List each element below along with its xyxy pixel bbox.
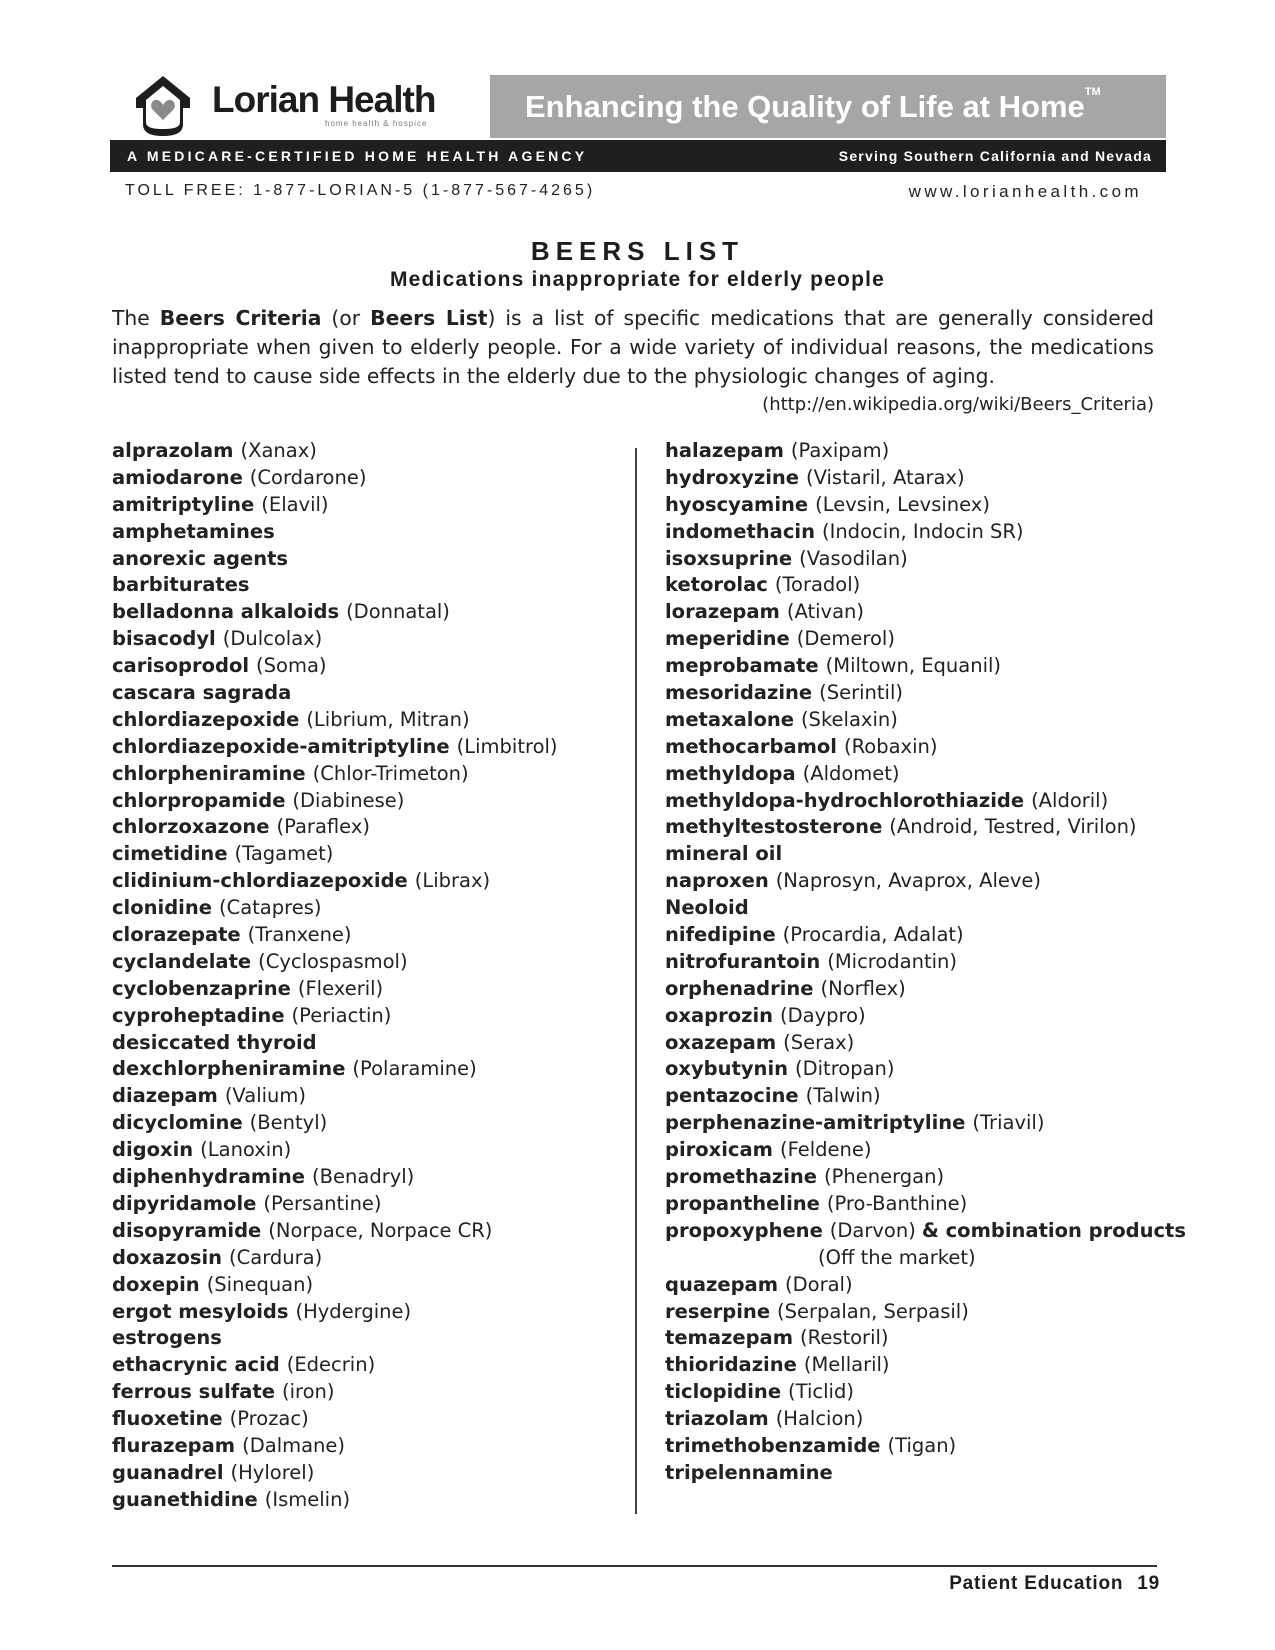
drug-name: amphetamines	[112, 519, 275, 543]
brand-names: (Microdantin)	[827, 949, 958, 973]
drug-name: ferrous sulfate	[112, 1380, 275, 1404]
drug-name: triazolam	[665, 1407, 769, 1431]
service-area: Serving Southern California and Nevada	[838, 148, 1152, 164]
drug-name: dipyridamole	[112, 1191, 257, 1215]
brand-names: (Lanoxin)	[200, 1138, 292, 1162]
brand-names: (Catapres)	[218, 896, 322, 920]
medication-item	[665, 599, 1175, 626]
brand-names: (Tigan)	[887, 1433, 957, 1457]
intro-bold-1: Beers Criteria	[159, 306, 322, 330]
drug-name: lorazepam	[665, 600, 780, 624]
drug-name: temazepam	[665, 1326, 794, 1350]
brand-names: (Soma)	[256, 654, 327, 678]
drug-name: thioridazine	[665, 1353, 797, 1377]
medication-item	[665, 1003, 1175, 1030]
medication-item	[112, 546, 622, 573]
drug-name: propantheline	[665, 1191, 820, 1215]
drug-name: chlordiazepoxide	[112, 707, 300, 731]
medication-item	[112, 922, 622, 949]
drug-name: clidinium-chlordiazepoxide	[112, 869, 408, 893]
drug-name: methyldopa-hydrochlorothiazide	[665, 788, 1025, 812]
medication-item	[112, 1487, 622, 1514]
drug-name: ticlopidine	[665, 1380, 782, 1404]
drug-extra: & combination products	[921, 1218, 1186, 1242]
brand-names: (Persantine)	[263, 1191, 382, 1215]
drug-name: chlorpheniramine	[112, 761, 306, 785]
medication-item	[665, 707, 1175, 734]
brand-names: (Android, Testred, Virilon)	[889, 815, 1137, 839]
medication-item	[112, 1433, 622, 1460]
medication-item	[665, 734, 1175, 761]
medication-item	[665, 1218, 1186, 1245]
drug-name: methyltestosterone	[665, 815, 883, 839]
medication-item	[112, 814, 622, 841]
brand-names: (Darvon)	[829, 1218, 916, 1242]
medication-item	[112, 653, 622, 680]
medication-item	[665, 653, 1175, 680]
drug-name: promethazine	[665, 1165, 818, 1189]
medication-item	[112, 599, 622, 626]
medication-item	[665, 1460, 1175, 1487]
brand-names: (Flexeril)	[297, 976, 384, 1000]
footer	[949, 1573, 1160, 1595]
drug-name: dicyclomine	[112, 1111, 243, 1135]
drug-name: guanadrel	[112, 1460, 224, 1484]
brand-names: (Periactin)	[291, 1003, 392, 1027]
medication-item	[112, 1056, 622, 1083]
medication-item	[112, 626, 622, 653]
brand-names: (Mellaril)	[803, 1353, 890, 1377]
drug-name: doxazosin	[112, 1245, 223, 1269]
toll-free-number: TOLL FREE: 1-877-LORIAN-5 (1-877-567-4265)	[125, 182, 596, 199]
medication-item	[112, 680, 622, 707]
drug-name: indomethacin	[665, 519, 815, 543]
drug-name: bisacodyl	[112, 627, 216, 651]
note-text: (Off the market)	[818, 1245, 976, 1269]
brand-names: (Cyclospasmol)	[258, 949, 408, 973]
medication-item	[112, 788, 622, 815]
medication-item	[112, 734, 622, 761]
medication-item	[665, 922, 1175, 949]
medication-item	[112, 761, 622, 788]
brand-names: (Cordarone)	[249, 465, 367, 489]
agency-label: A MEDICARE-CERTIFIED HOME HEALTH AGENCY	[127, 148, 588, 164]
medication-item	[665, 572, 1175, 599]
medication-item	[112, 1003, 622, 1030]
drug-name: flurazepam	[112, 1433, 236, 1457]
house-heart-icon	[130, 72, 196, 138]
drug-name: quazepam	[665, 1272, 779, 1296]
brand-names: (Restoril)	[800, 1326, 889, 1350]
drug-name: barbiturates	[112, 573, 250, 597]
medication-item	[665, 438, 1175, 465]
brand-names: (Robaxin)	[844, 734, 938, 758]
intro-text-1: The	[112, 306, 160, 330]
medication-item	[112, 1406, 622, 1433]
medication-item	[112, 519, 622, 546]
column-divider	[635, 448, 637, 1514]
tagline-banner	[490, 75, 1166, 138]
brand-names: (Bentyl)	[249, 1111, 328, 1135]
drug-name: amiodarone	[112, 465, 243, 489]
brand-names: (Indocin, Indocin SR)	[821, 519, 1024, 543]
medication-item	[665, 1406, 1175, 1433]
drug-name: guanethidine	[112, 1487, 258, 1511]
brand-names: (Tagamet)	[234, 842, 334, 866]
medication-item	[112, 1299, 622, 1326]
brand-names: (Doral)	[785, 1272, 853, 1296]
drug-name: oxazepam	[665, 1030, 777, 1054]
medication-item	[112, 1352, 622, 1379]
footer-section: Patient Education	[949, 1573, 1124, 1594]
brand-name: Lorian Health	[212, 79, 436, 120]
medication-item	[112, 1379, 622, 1406]
drug-name: diazepam	[112, 1084, 218, 1108]
brand-names: (Cardura)	[229, 1245, 323, 1269]
intro-text-3: ) is a list of specific medications that are generally considered inappropriate when given to elderly people. For a wide variety of individual reasons, the medications listed tend to cause side effects in the elderly due to the physiologic changes of aging.	[112, 306, 1154, 388]
brand-names: (Feldene)	[779, 1138, 872, 1162]
medication-item	[665, 1164, 1175, 1191]
page-title: BEERS LIST	[530, 236, 745, 266]
medication-list-left	[112, 438, 622, 1514]
brand-names: (Levsin, Levsinex)	[815, 492, 990, 516]
brand-names: (Norflex)	[820, 976, 906, 1000]
medication-item	[665, 1030, 1175, 1057]
medication-item	[665, 546, 1175, 573]
drug-name: disopyramide	[112, 1218, 262, 1242]
intro-bold-2: Beers List	[370, 306, 488, 330]
drug-name: ergot mesyloids	[112, 1299, 289, 1323]
brand-names: (Sinequan)	[206, 1272, 314, 1296]
drug-name: tripelennamine	[665, 1460, 833, 1484]
medication-item	[112, 1218, 622, 1245]
brand-names: (Aldomet)	[802, 761, 900, 785]
drug-name: cyclobenzaprine	[112, 976, 291, 1000]
drug-name: nitrofurantoin	[665, 949, 821, 973]
medication-item	[665, 1299, 1175, 1326]
brand-names: (Naprosyn, Avaprox, Aleve)	[775, 869, 1042, 893]
medication-list-right	[665, 438, 1186, 1487]
drug-name: metaxalone	[665, 707, 794, 731]
medication-item	[112, 976, 622, 1003]
brand-logo	[130, 72, 460, 138]
brand-names: (Ismelin)	[264, 1487, 351, 1511]
drug-name: doxepin	[112, 1272, 200, 1296]
drug-name: pentazocine	[665, 1084, 799, 1108]
drug-name: hyoscyamine	[665, 492, 809, 516]
drug-name: diphenhydramine	[112, 1165, 306, 1189]
brand-names: (Norpace, Norpace CR)	[268, 1218, 493, 1242]
intro-paragraph	[112, 304, 1154, 391]
medication-item	[112, 841, 622, 868]
brand-names: (Paraflex)	[276, 815, 370, 839]
medication-item	[665, 976, 1175, 1003]
medication-item	[665, 626, 1175, 653]
brand-names: (Procardia, Adalat)	[782, 923, 964, 947]
medication-item	[112, 1164, 622, 1191]
drug-name: orphenadrine	[665, 976, 814, 1000]
brand-names: (Prozac)	[229, 1407, 309, 1431]
drug-name: hydroxyzine	[665, 465, 799, 489]
medication-item	[665, 519, 1175, 546]
drug-name: desiccated thyroid	[112, 1030, 317, 1054]
medication-item	[665, 868, 1175, 895]
medication-item	[112, 465, 622, 492]
page-subtitle: Medications inappropriate for elderly people	[389, 268, 886, 291]
medication-item	[112, 1137, 622, 1164]
drug-name: methyldopa	[665, 761, 796, 785]
brand-names: (Edecrin)	[286, 1353, 376, 1377]
drug-name: halazepam	[665, 439, 784, 462]
brand-names: (Valium)	[224, 1084, 306, 1108]
brand-names: (Dulcolax)	[222, 627, 323, 651]
drug-name: cyproheptadine	[112, 1003, 285, 1027]
drug-name: cascara sagrada	[112, 681, 292, 705]
medication-item	[112, 1083, 622, 1110]
agency-bar	[110, 140, 1166, 172]
drug-name: meprobamate	[665, 654, 819, 678]
drug-name: mineral oil	[665, 842, 783, 866]
medication-item	[665, 1110, 1175, 1137]
medication-item	[112, 707, 622, 734]
intro-text-2: (or	[321, 306, 371, 330]
brand-names: (Donnatal)	[346, 600, 450, 624]
brand-names: (Talwin)	[805, 1084, 881, 1108]
drug-name: estrogens	[112, 1326, 222, 1350]
brand-names: (Triavil)	[972, 1111, 1045, 1135]
medication-item	[665, 492, 1175, 519]
medication-item	[112, 1110, 622, 1137]
brand-names: (Serintil)	[819, 681, 903, 705]
brand-names: (Pro-Banthine)	[826, 1191, 968, 1215]
drug-name: cimetidine	[112, 842, 228, 866]
medication-item	[112, 572, 622, 599]
drug-name: meperidine	[665, 627, 790, 651]
medication-item	[665, 1379, 1175, 1406]
brand-names: (Hydergine)	[295, 1299, 412, 1323]
brand-names: (Daypro)	[780, 1003, 866, 1027]
drug-name: ethacrynic acid	[112, 1353, 280, 1377]
medication-item	[112, 438, 622, 465]
medication-item	[665, 814, 1175, 841]
brand-names: (Halcion)	[775, 1407, 864, 1431]
medication-item	[112, 949, 622, 976]
brand-names: (Skelaxin)	[800, 707, 898, 731]
trademark-mark: TM	[1084, 86, 1101, 98]
medication-item	[665, 949, 1175, 976]
brand-names: (Miltown, Equanil)	[825, 654, 1002, 678]
medication-item	[665, 788, 1175, 815]
medication-item	[665, 1352, 1175, 1379]
medication-item	[665, 680, 1175, 707]
medication-item	[665, 841, 1175, 868]
drug-name: propoxyphene	[665, 1218, 823, 1242]
brand-names: (iron)	[281, 1380, 335, 1404]
drug-name: carisoprodol	[112, 654, 250, 678]
source-citation: (http://en.wikipedia.org/wiki/Beers_Criteria)	[762, 394, 1154, 415]
brand-names: (Librium, Mitran)	[306, 707, 470, 731]
drug-name: trimethobenzamide	[665, 1433, 881, 1457]
medication-item	[665, 1056, 1175, 1083]
brand-names: (Ativan)	[786, 600, 864, 624]
brand-names: (Benadryl)	[312, 1165, 415, 1189]
brand-names: (Toradol)	[774, 573, 861, 597]
brand-names: (Paxipam)	[790, 439, 890, 462]
medication-item	[112, 492, 622, 519]
brand-names: (Hylorel)	[230, 1460, 315, 1484]
drug-name: mesoridazine	[665, 681, 813, 705]
drug-name: digoxin	[112, 1138, 194, 1162]
drug-name: alprazolam	[112, 439, 234, 462]
medication-item	[112, 868, 622, 895]
drug-name: belladonna alkaloids	[112, 600, 340, 624]
brand-names: (Elavil)	[261, 492, 329, 516]
drug-name: clonidine	[112, 896, 212, 920]
medication-item	[112, 1245, 622, 1272]
brand-names: (Serpalan, Serpasil)	[777, 1299, 969, 1323]
drug-name: nifedipine	[665, 923, 776, 947]
drug-name: fluoxetine	[112, 1407, 223, 1431]
medication-item	[112, 1460, 622, 1487]
brand-names: (Ticlid)	[788, 1380, 854, 1404]
brand-names: (Ditropan)	[795, 1057, 895, 1081]
brand-subtitle: home health & hospice	[325, 119, 428, 128]
drug-name: chlordiazepoxide-amitriptyline	[112, 734, 450, 758]
drug-name: oxaprozin	[665, 1003, 774, 1027]
medication-item	[665, 1191, 1175, 1218]
medication-item	[112, 1030, 622, 1057]
drug-name: chlorpropamide	[112, 788, 286, 812]
medication-item	[665, 1272, 1175, 1299]
drug-name: ketorolac	[665, 573, 768, 597]
website-url: www.lorianhealth.com	[908, 182, 1142, 201]
brand-names: (Chlor-Trimeton)	[312, 761, 469, 785]
brand-names: (Demerol)	[796, 627, 895, 651]
drug-name: isoxsuprine	[665, 546, 793, 570]
brand-names: (Tranxene)	[247, 923, 352, 947]
drug-name: piroxicam	[665, 1138, 773, 1162]
brand-names: (Vasodilan)	[799, 546, 908, 570]
drug-name: clorazepate	[112, 923, 241, 947]
brand-names: (Xanax)	[240, 439, 317, 462]
drug-name: methocarbamol	[665, 734, 837, 758]
drug-name: cyclandelate	[112, 949, 252, 973]
drug-name: perphenazine-amitriptyline	[665, 1111, 966, 1135]
medication-item	[665, 1137, 1175, 1164]
medication-item	[665, 895, 1175, 922]
page-number: 19	[1137, 1573, 1160, 1594]
medication-item	[112, 1191, 622, 1218]
brand-names: (Phenergan)	[824, 1165, 945, 1189]
drug-name: Neoloid	[665, 896, 749, 920]
brand-names: (Serax)	[783, 1030, 855, 1054]
medication-item	[112, 1272, 622, 1299]
brand-names: (Dalmane)	[242, 1433, 346, 1457]
brand-names: (Diabinese)	[292, 788, 405, 812]
drug-name: naproxen	[665, 869, 769, 893]
medication-item	[112, 1325, 622, 1352]
brand-names: (Vistaril, Atarax)	[806, 465, 965, 489]
medication-item	[665, 761, 1175, 788]
drug-name: dexchlorpheniramine	[112, 1057, 346, 1081]
drug-name: reserpine	[665, 1299, 771, 1323]
medication-item	[665, 1433, 1175, 1460]
tagline-text: Enhancing the Quality of Life at Home	[525, 89, 1085, 124]
brand-names: (Polaramine)	[352, 1057, 477, 1081]
brand-names: (Librax)	[414, 869, 491, 893]
drug-name: oxybutynin	[665, 1057, 789, 1081]
medication-item	[665, 1325, 1175, 1352]
drug-name: chlorzoxazone	[112, 815, 270, 839]
footer-rule	[112, 1565, 1157, 1567]
drug-name: amitriptyline	[112, 492, 255, 516]
medication-item	[665, 465, 1175, 492]
brand-names: (Limbitrol)	[456, 734, 558, 758]
medication-note	[665, 1245, 1175, 1272]
brand-names: (Aldoril)	[1031, 788, 1109, 812]
drug-name: anorexic agents	[112, 546, 289, 570]
medication-item	[112, 895, 622, 922]
medication-item	[665, 1083, 1175, 1110]
